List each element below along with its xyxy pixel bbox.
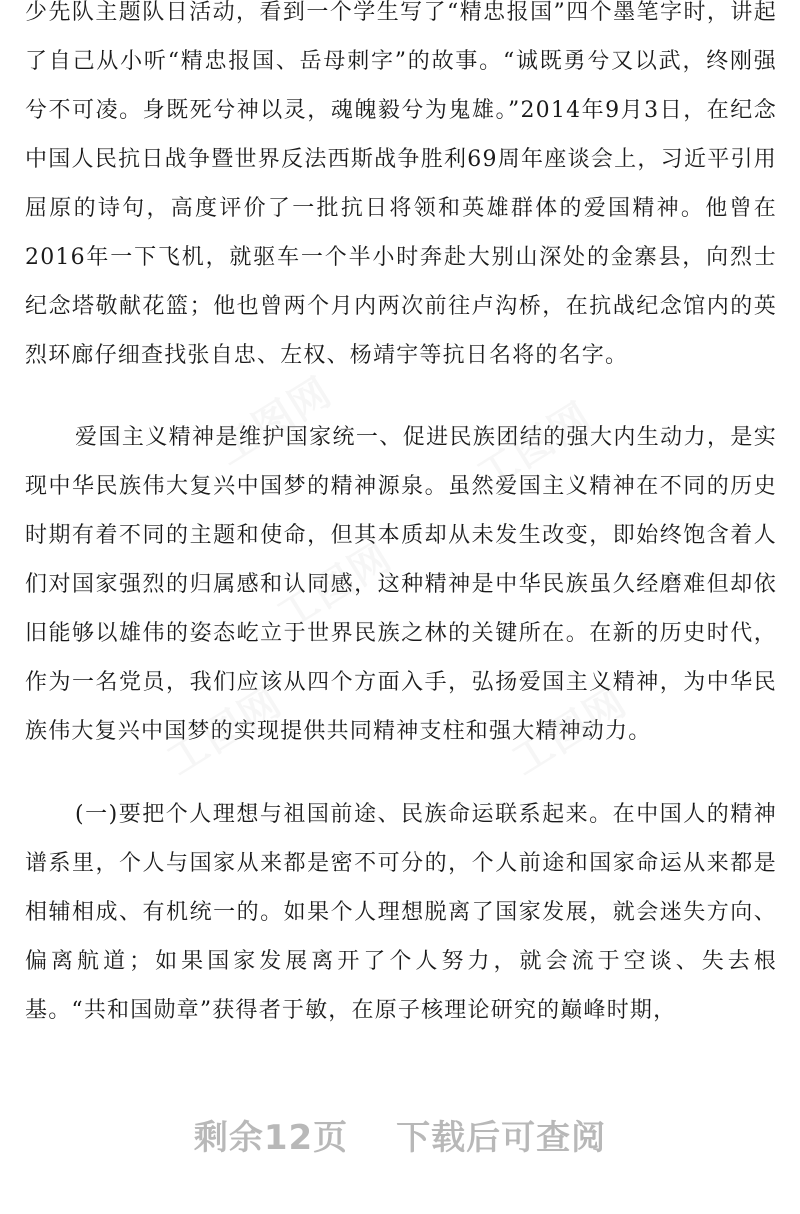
watermark-logo: 工图网 (269, 533, 401, 640)
paragraph-3: (一)要把个人理想与祖国前途、民族命运联系起来。在中国人的精神谱系里，个人与国家从来都是密不可分的，个人前途和国家命运从来都是相辅相成、有机统一的。如果个人理想脱离了国家发展，就会迷失方向、偏离航道；如果国家发展离开了个人努力，就会流于空谈、失去根基。“共和国勋章”获得者于敏，在原子核理论研究的巅峰时期， (25, 802, 777, 1023)
download-to-view-label[interactable]: 下载后可查阅 (396, 1118, 607, 1158)
watermark-logo: 工图网 (159, 678, 291, 785)
paragraph-2: 爱国主义精神是维护国家统一、促进民族团结的强大内生动力，是实现中华民族伟大复兴中国梦的精神源泉。虽然爱国主义精神在不同的历史时期有着不同的主题和使命，但其本质却从未发生改变，即始终饱含着人们对国家强烈的归属感和认同感，这种精神是中华民族虽久经磨难但却依旧能够以雄伟的姿态屹立于世界民族之林的关键所在。在新的历史时代，作为一名党员，我们应该从四个方面入手，弘扬爱国主义精神，为中华民族伟大复兴中国梦的实现提供共同精神支柱和强大精神动力。 (25, 425, 777, 744)
watermark-logo: 工图网 (469, 393, 601, 500)
paragraph-1: 少先队主题队日活动，看到一个学生写了“精忠报国”四个墨笔字时，讲起了自己从小听“精忠报国、岳母刺字”的故事。“诚既勇兮又以武，终刚强兮不可凌。身既死兮神以灵，魂魄毅兮为鬼雄。”2014年9月3日，在纪念中国人民抗日战争暨世界反法西斯战争胜利69周年座谈会上，习近平引用屈原的诗句，高度评价了一批抗日将领和英雄群体的爱国精神。他曾在2016年一下飞机，就驱车一个半小时奔赴大别山深处的金寨县，向烈士纪念塔敬献花篮；他也曾两个月内两次前往卢沟桥，在抗战纪念馆内的英烈环廊仔细查找张自忠、左权、杨靖宇等抗日名将的名字。 (25, 0, 777, 368)
watermark-logo: 工图网 (504, 678, 636, 785)
download-prompt-banner[interactable] (0, 1110, 800, 1159)
remaining-pages-label[interactable]: 剩余12页 (193, 1118, 349, 1158)
watermark-logo: 工图网 (209, 368, 341, 475)
